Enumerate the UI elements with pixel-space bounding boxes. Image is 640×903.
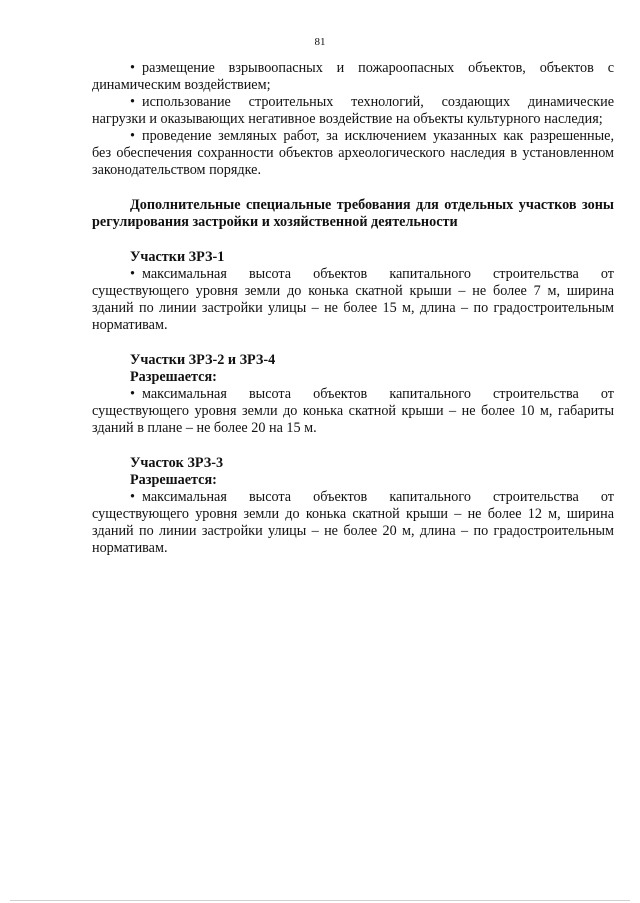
bullet-text: проведение земляных работ, за исключением указанных как разрешенные, без обеспечения сохранности объектов археологического наследия в установленном законодательством порядке. bbox=[92, 128, 614, 178]
zone-title: Участки ЗРЗ-1 bbox=[130, 249, 225, 265]
bullet-marker: • bbox=[130, 60, 135, 76]
bullet-marker: • bbox=[130, 94, 135, 110]
bullet-marker: • bbox=[130, 266, 135, 282]
document-body bbox=[92, 60, 614, 557]
bullet-item bbox=[92, 386, 614, 437]
bullet-item bbox=[92, 128, 614, 179]
bullet-marker: • bbox=[130, 128, 135, 144]
bullet-text: максимальная высота объектов капитального строительства от существующего уровня земли до конька скатной крыши – не более 12 м, ширина зданий по линии застройки улицы – не более 20 м, длина – по градостроительным нормативам. bbox=[92, 489, 614, 556]
bullet-item bbox=[92, 266, 614, 334]
bullet-text: максимальная высота объектов капитального строительства от существующего уровня земли до конька скатной крыши – не более 7 м, ширина зданий по линии застройки улицы – не более 15 м, длина – по градостроительным нормативам. bbox=[92, 266, 614, 333]
bullet-text: максимальная высота объектов капитального строительства от существующего уровня земли до конька скатной крыши – не более 10 м, габариты зданий в плане – не более 20 на 15 м. bbox=[92, 386, 614, 436]
zone-title: Участок ЗРЗ-3 bbox=[130, 455, 224, 471]
bullet-marker: • bbox=[130, 386, 135, 402]
bullet-marker: • bbox=[130, 489, 135, 505]
bullet-text: использование строительных технологий, создающих динамические нагрузки и оказывающих негативное воздействие на объекты культурного наследия; bbox=[92, 94, 614, 127]
bullet-item bbox=[92, 60, 614, 94]
page-number: 81 bbox=[314, 36, 326, 48]
bullet-item bbox=[92, 94, 614, 128]
page-bottom-edge bbox=[10, 900, 630, 901]
bullet-text: размещение взрывоопасных и пожароопасных объектов, объектов с динамическим воздействием; bbox=[92, 60, 614, 93]
section-heading: Дополнительные специальные требования для отдельных участков зоны регулирования застройки и хозяйственной деятельности bbox=[92, 197, 614, 230]
zone-title: Участки ЗРЗ-2 и ЗРЗ-4 bbox=[130, 352, 276, 368]
permitted-label: Разрешается: bbox=[130, 472, 217, 488]
bullet-item bbox=[92, 489, 614, 557]
permitted-label: Разрешается: bbox=[130, 369, 217, 385]
